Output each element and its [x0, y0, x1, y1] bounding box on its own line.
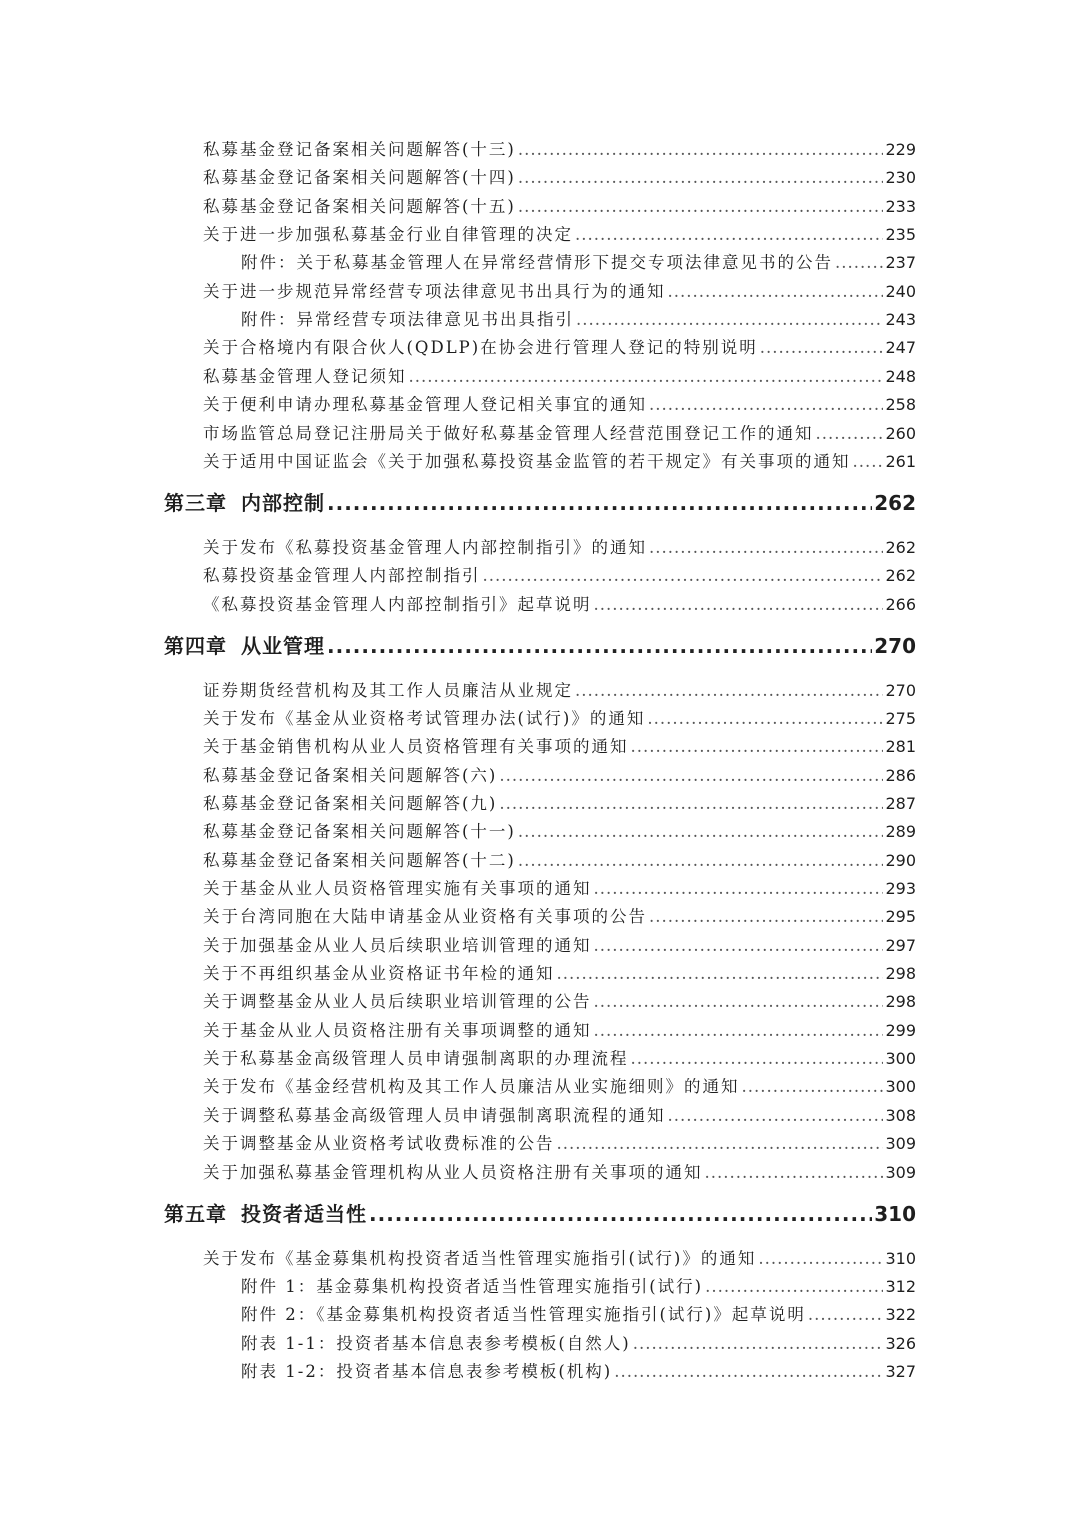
page-number: 295 — [885, 907, 916, 927]
leader-dots — [518, 197, 884, 216]
leader-dots — [499, 766, 883, 785]
leader-dots — [594, 936, 884, 955]
entry-title: 附表 1-2：投资者基本信息表参考模板(机构) — [241, 1361, 613, 1381]
leader-dots — [594, 992, 884, 1011]
page-number: 327 — [885, 1361, 916, 1381]
toc-chapter-heading — [164, 1198, 916, 1227]
toc-entry — [203, 363, 916, 387]
toc-chapter-heading — [164, 487, 916, 516]
toc-entry — [203, 705, 916, 729]
toc-entry — [203, 1045, 916, 1069]
entry-title: 关于加强基金从业人员后续职业培训管理的通知 — [203, 935, 592, 955]
toc-entry — [203, 136, 916, 160]
entry-title: 私募基金登记备案相关问题解答(九) — [203, 793, 498, 813]
leader-dots — [518, 822, 884, 841]
page-number: 235 — [885, 225, 916, 245]
entry-title: 附件：关于私募基金管理人在异常经营情形下提交专项法律意见书的公告 — [241, 253, 833, 273]
leader-dots — [705, 1163, 884, 1182]
leader-dots — [409, 367, 884, 386]
entry-title: 关于发布《基金募集机构投资者适当性管理实施指引(试行)》的通知 — [203, 1248, 757, 1268]
toc-entry — [203, 1017, 916, 1041]
toc-entry — [203, 677, 916, 701]
entry-title: 关于合格境内有限合伙人(QDLP)在协会进行管理人登记的特别说明 — [203, 338, 758, 358]
leader-dots — [668, 1106, 884, 1125]
entry-title: 市场监管总局登记注册局关于做好私募基金管理人经营范围登记工作的通知 — [203, 423, 814, 443]
leader-dots — [705, 1277, 883, 1296]
page-number: 326 — [885, 1333, 916, 1353]
toc-entry — [203, 591, 916, 615]
leader-dots — [499, 794, 883, 813]
entry-title: 私募基金管理人登记须知 — [203, 366, 407, 386]
leader-dots — [742, 1077, 884, 1096]
leader-dots — [631, 737, 884, 756]
entry-title: 关于不再组织基金从业资格证书年检的通知 — [203, 964, 555, 984]
leader-dots — [594, 1021, 884, 1040]
page-number: 298 — [885, 992, 916, 1012]
toc-entry — [203, 420, 916, 444]
leader-dots — [647, 709, 883, 728]
page-number: 312 — [885, 1276, 916, 1296]
chapter-name: 投资者适当性 — [241, 1201, 367, 1226]
page-number: 270 — [885, 680, 916, 700]
leader-dots — [649, 907, 883, 926]
chapter-name: 内部控制 — [241, 490, 325, 515]
page-number: 233 — [885, 196, 916, 216]
toc-entry — [241, 1301, 916, 1325]
leader-dots — [649, 538, 883, 557]
chapter-title — [164, 487, 325, 516]
leader-dots — [594, 879, 884, 898]
page-number: 281 — [885, 737, 916, 757]
leader-dots — [518, 168, 884, 187]
toc-entry — [241, 1358, 916, 1382]
page-number: 275 — [885, 708, 916, 728]
entry-title: 私募基金登记备案相关问题解答(十四) — [203, 168, 516, 188]
page-number: 309 — [885, 1134, 916, 1154]
toc-chapter-heading — [164, 630, 916, 659]
page-number: 310 — [885, 1248, 916, 1268]
toc-entry — [203, 1245, 916, 1269]
entry-title: 关于适用中国证监会《关于加强私募投资基金监管的若干规定》有关事项的通知 — [203, 451, 851, 471]
entry-title: 关于基金销售机构从业人员资格管理有关事项的通知 — [203, 737, 629, 757]
leader-dots — [327, 491, 872, 515]
toc-entry — [203, 790, 916, 814]
leader-dots — [760, 338, 884, 357]
page-number: 248 — [885, 366, 916, 386]
page-number: 260 — [885, 423, 916, 443]
toc-entry — [203, 193, 916, 217]
entry-title: 私募基金登记备案相关问题解答(六) — [203, 765, 498, 785]
leader-dots — [518, 851, 884, 870]
toc-entry — [203, 988, 916, 1012]
toc-entry — [203, 960, 916, 984]
page-number: 310 — [874, 1201, 916, 1226]
toc-entry — [203, 1102, 916, 1126]
leader-dots — [557, 1134, 884, 1153]
toc-entry — [203, 847, 916, 871]
toc-entry — [203, 875, 916, 899]
entry-title: 关于发布《基金从业资格考试管理办法(试行)》的通知 — [203, 708, 646, 728]
entry-title: 关于基金从业人员资格管理实施有关事项的通知 — [203, 879, 592, 898]
chapter-name: 从业管理 — [241, 633, 325, 658]
toc-entry — [203, 334, 916, 358]
page-number: 258 — [885, 395, 916, 415]
toc-entry — [241, 1273, 916, 1297]
leader-dots — [808, 1305, 884, 1324]
entry-title: 私募基金登记备案相关问题解答(十三) — [203, 140, 516, 159]
entry-title: 关于进一步加强私募基金行业自律管理的决定 — [203, 225, 573, 245]
entry-title: 证券期货经营机构及其工作人员廉洁从业规定 — [203, 680, 573, 700]
page-number: 270 — [874, 633, 916, 658]
toc-entry — [203, 932, 916, 956]
page-number: 300 — [885, 1049, 916, 1069]
leader-dots — [816, 424, 884, 443]
toc-entry — [203, 164, 916, 188]
leader-dots — [853, 452, 884, 471]
entry-title: 私募投资基金管理人内部控制指引 — [203, 566, 481, 586]
entry-title: 《私募投资基金管理人内部控制指引》起草说明 — [203, 594, 592, 614]
toc-entry — [203, 733, 916, 757]
chapter-title — [164, 1198, 367, 1227]
leader-dots — [575, 225, 883, 244]
page-number: 247 — [885, 338, 916, 358]
toc-entry — [203, 221, 916, 245]
entry-title: 私募基金登记备案相关问题解答(十五) — [203, 196, 516, 216]
page-number: 262 — [885, 537, 916, 557]
leader-dots — [649, 395, 883, 414]
page-number: 300 — [885, 1077, 916, 1097]
leader-dots — [483, 566, 884, 585]
page-number: 322 — [885, 1305, 916, 1325]
entry-title: 关于调整私募基金高级管理人员申请强制离职流程的通知 — [203, 1105, 666, 1125]
toc-entry — [203, 448, 916, 472]
toc-entry — [203, 762, 916, 786]
chapter-number: 第五章 — [164, 1201, 227, 1226]
entry-title: 关于进一步规范异常经营专项法律意见书出具行为的通知 — [203, 281, 666, 301]
chapter-title — [164, 630, 325, 659]
entry-title: 关于加强私募基金管理机构从业人员资格注册有关事项的通知 — [203, 1162, 703, 1182]
entry-title: 附件 2：《基金募集机构投资者适当性管理实施指引(试行)》起草说明 — [241, 1305, 806, 1325]
page-number: 297 — [885, 935, 916, 955]
entry-title: 私募基金登记备案相关问题解答(十二) — [203, 850, 516, 870]
toc-entry — [203, 1130, 916, 1154]
toc-entry — [203, 391, 916, 415]
leader-dots — [575, 681, 883, 700]
page-number: 286 — [885, 765, 916, 785]
toc-entry — [203, 903, 916, 927]
page-number: 308 — [885, 1105, 916, 1125]
page-number: 262 — [874, 490, 916, 515]
page-number: 261 — [885, 451, 916, 471]
entry-title: 关于私募基金高级管理人员申请强制离职的办理流程 — [203, 1049, 629, 1069]
page-number: 229 — [885, 140, 916, 159]
toc-entry — [203, 818, 916, 842]
page-number: 309 — [885, 1162, 916, 1182]
page-number: 266 — [885, 594, 916, 614]
page-number: 237 — [885, 253, 916, 273]
entry-title: 关于台湾同胞在大陆申请基金从业资格有关事项的公告 — [203, 907, 647, 927]
toc-entry — [203, 278, 916, 302]
leader-dots — [369, 1202, 872, 1226]
entry-title: 附件：异常经营专项法律意见书出具指引 — [241, 310, 574, 330]
page-number: 299 — [885, 1020, 916, 1040]
page-number: 243 — [885, 310, 916, 330]
chapter-number: 第三章 — [164, 490, 227, 515]
page-number: 290 — [885, 850, 916, 870]
leader-dots — [633, 1334, 884, 1353]
toc-entry — [241, 306, 916, 330]
toc-entry — [203, 1073, 916, 1097]
entry-title: 关于便利申请办理私募基金管理人登记相关事宜的通知 — [203, 395, 647, 415]
leader-dots — [557, 964, 884, 983]
leader-dots — [327, 634, 872, 658]
leader-dots — [835, 253, 883, 272]
entry-title: 私募基金登记备案相关问题解答(十一) — [203, 822, 516, 842]
toc-entry — [203, 562, 916, 586]
page-number: 293 — [885, 879, 916, 898]
leader-dots — [668, 282, 884, 301]
leader-dots — [518, 140, 884, 159]
page-number: 298 — [885, 964, 916, 984]
entry-title: 附件 1：基金募集机构投资者适当性管理实施指引(试行) — [241, 1276, 704, 1296]
toc-entry — [241, 249, 916, 273]
entry-title: 关于发布《私募投资基金管理人内部控制指引》的通知 — [203, 537, 647, 557]
leader-dots — [594, 595, 884, 614]
page-number: 230 — [885, 168, 916, 188]
chapter-number: 第四章 — [164, 633, 227, 658]
entry-title: 关于发布《基金经营机构及其工作人员廉洁从业实施细则》的通知 — [203, 1077, 740, 1097]
leader-dots — [758, 1249, 883, 1268]
page-number: 289 — [885, 822, 916, 842]
page-number: 287 — [885, 793, 916, 813]
entry-title: 关于调整基金从业资格考试收费标准的公告 — [203, 1134, 555, 1154]
entry-title: 附表 1-1：投资者基本信息表参考模板(自然人) — [241, 1333, 631, 1353]
leader-dots — [631, 1049, 884, 1068]
page-number: 262 — [885, 566, 916, 586]
leader-dots — [614, 1362, 883, 1381]
entry-title: 关于调整基金从业人员后续职业培训管理的公告 — [203, 992, 592, 1012]
toc-entry — [203, 1159, 916, 1183]
leader-dots — [576, 310, 883, 329]
toc-entry — [203, 534, 916, 558]
toc-entry — [241, 1330, 916, 1354]
page-number: 240 — [885, 281, 916, 301]
entry-title: 关于基金从业人员资格注册有关事项调整的通知 — [203, 1020, 592, 1040]
